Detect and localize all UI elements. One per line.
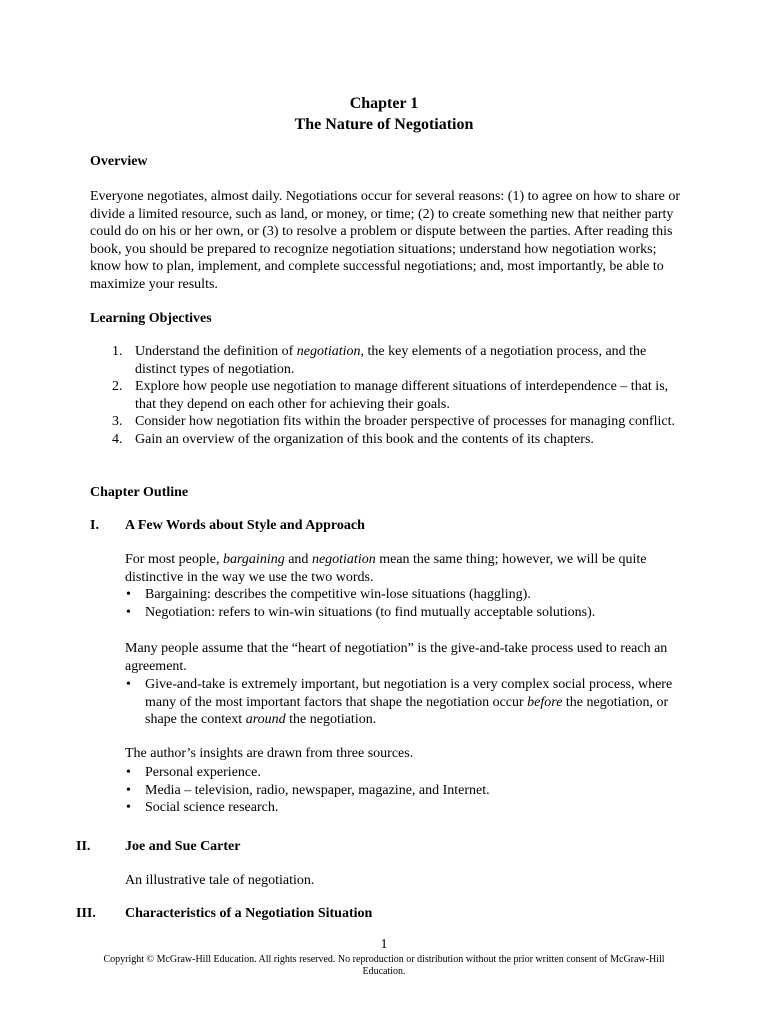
- item-text: the negotiation, or shape the context: [145, 694, 669, 728]
- section-title: A Few Words about Style and Approach: [125, 518, 365, 533]
- list-item: [125, 586, 685, 604]
- bullet-icon: •: [126, 587, 131, 602]
- item-text: Personal experience.: [145, 765, 261, 780]
- bullet-list: [125, 764, 685, 817]
- list-item: [125, 782, 685, 800]
- item-text: Understand the definition of: [135, 344, 297, 359]
- page-number: 1: [380, 937, 388, 952]
- list-item: [90, 431, 680, 449]
- list-item: [90, 413, 680, 431]
- section-paragraph: The author’s insights are drawn from three sources.: [125, 746, 414, 761]
- text-emphasis: around: [245, 712, 286, 728]
- section-numeral: I.: [90, 518, 99, 533]
- item-text: Media – television, radio, newspaper, magazine, and Internet.: [145, 782, 490, 798]
- bullet-icon: •: [126, 782, 131, 798]
- list-item: [90, 378, 680, 413]
- item-emphasis: negotiation: [296, 344, 361, 359]
- item-text: Gain an overview of the organization of this book and the contents of its chapters.: [135, 431, 594, 447]
- list-item: [90, 343, 680, 378]
- list-item: [125, 604, 685, 622]
- chapter-number: Chapter 1: [349, 95, 419, 112]
- copyright-footer: Copyright © McGraw-Hill Education. All rights reserved. No reproduction or distribution without the prior written consent of McGraw-Hill Education.: [103, 954, 665, 977]
- chapter-outline-heading: Chapter Outline: [90, 485, 189, 500]
- item-text: Social science research.: [145, 800, 279, 816]
- text-run: mean the same thing; however, we will be quite distinctive in the way we use the two words.: [125, 552, 647, 585]
- text-emphasis: before: [527, 694, 563, 710]
- item-number: 4.: [112, 431, 123, 447]
- bullet-list: [125, 586, 685, 621]
- bullet-icon: •: [126, 604, 131, 620]
- item-text: Bargaining: describes the competitive win-lose situations (haggling).: [145, 587, 531, 602]
- overview-heading: Overview: [90, 154, 148, 169]
- text-run: and: [284, 552, 312, 567]
- section-numeral: III.: [76, 906, 96, 921]
- bullet-icon: •: [126, 765, 131, 780]
- section-numeral: II.: [76, 839, 91, 854]
- section-title: Joe and Sue Carter: [125, 839, 241, 854]
- list-item: [125, 676, 685, 729]
- list-item: [125, 799, 685, 817]
- learning-objectives-heading: Learning Objectives: [90, 311, 212, 326]
- item-text: the negotiation.: [285, 712, 377, 728]
- overview-paragraph: Everyone negotiates, almost daily. Negotiations occur for several reasons: (1) to agree on how to share or divide a limited resource, such as land, or money, or time; (2) to create something new that neither party could do on his or her own, or (3) to resolve a problem or dispute between the parties. After reading this book, you should be prepared to recognize negotiation situations; understand how negotiation works; know how to plan, implement, and complete successful negotiations; and, most importantly, be able to maximize your results.: [90, 189, 681, 292]
- section-paragraph: Many people assume that the “heart of negotiation” is the give-and-take process used to reach an agreement.: [125, 641, 668, 674]
- item-number: 1.: [112, 344, 123, 359]
- item-text: Negotiation: refers to win-win situations (to find mutually acceptable solutions).: [145, 604, 596, 620]
- bullet-icon: •: [126, 800, 131, 816]
- learning-objectives-list: [90, 343, 680, 449]
- item-text: , the key elements of a negotiation process, and the distinct types of negotiation.: [135, 344, 647, 377]
- item-number: 2.: [112, 379, 123, 395]
- item-text: Consider how negotiation fits within the broader perspective of processes for managing conflict.: [135, 414, 676, 430]
- item-text: Explore how people use negotiation to manage different situations of interdependence – that is, that they depend on each other for achieving their goals.: [135, 379, 669, 412]
- item-text: Give-and-take is extremely important, but negotiation is a very complex social process, where many of the most important factors that shape the negotiation occur: [145, 677, 673, 710]
- text-run: For most people,: [125, 552, 223, 567]
- section-title: Characteristics of a Negotiation Situation: [125, 906, 373, 921]
- list-item: [125, 764, 685, 782]
- text-emphasis: bargaining: [223, 552, 285, 567]
- section-paragraph: [125, 551, 685, 586]
- section-paragraph: An illustrative tale of negotiation.: [125, 873, 315, 888]
- text-emphasis: negotiation: [311, 552, 376, 567]
- bullet-list: [125, 676, 685, 729]
- item-number: 3.: [112, 414, 123, 430]
- bullet-icon: •: [126, 677, 131, 692]
- chapter-title: The Nature of Negotiation: [294, 116, 474, 133]
